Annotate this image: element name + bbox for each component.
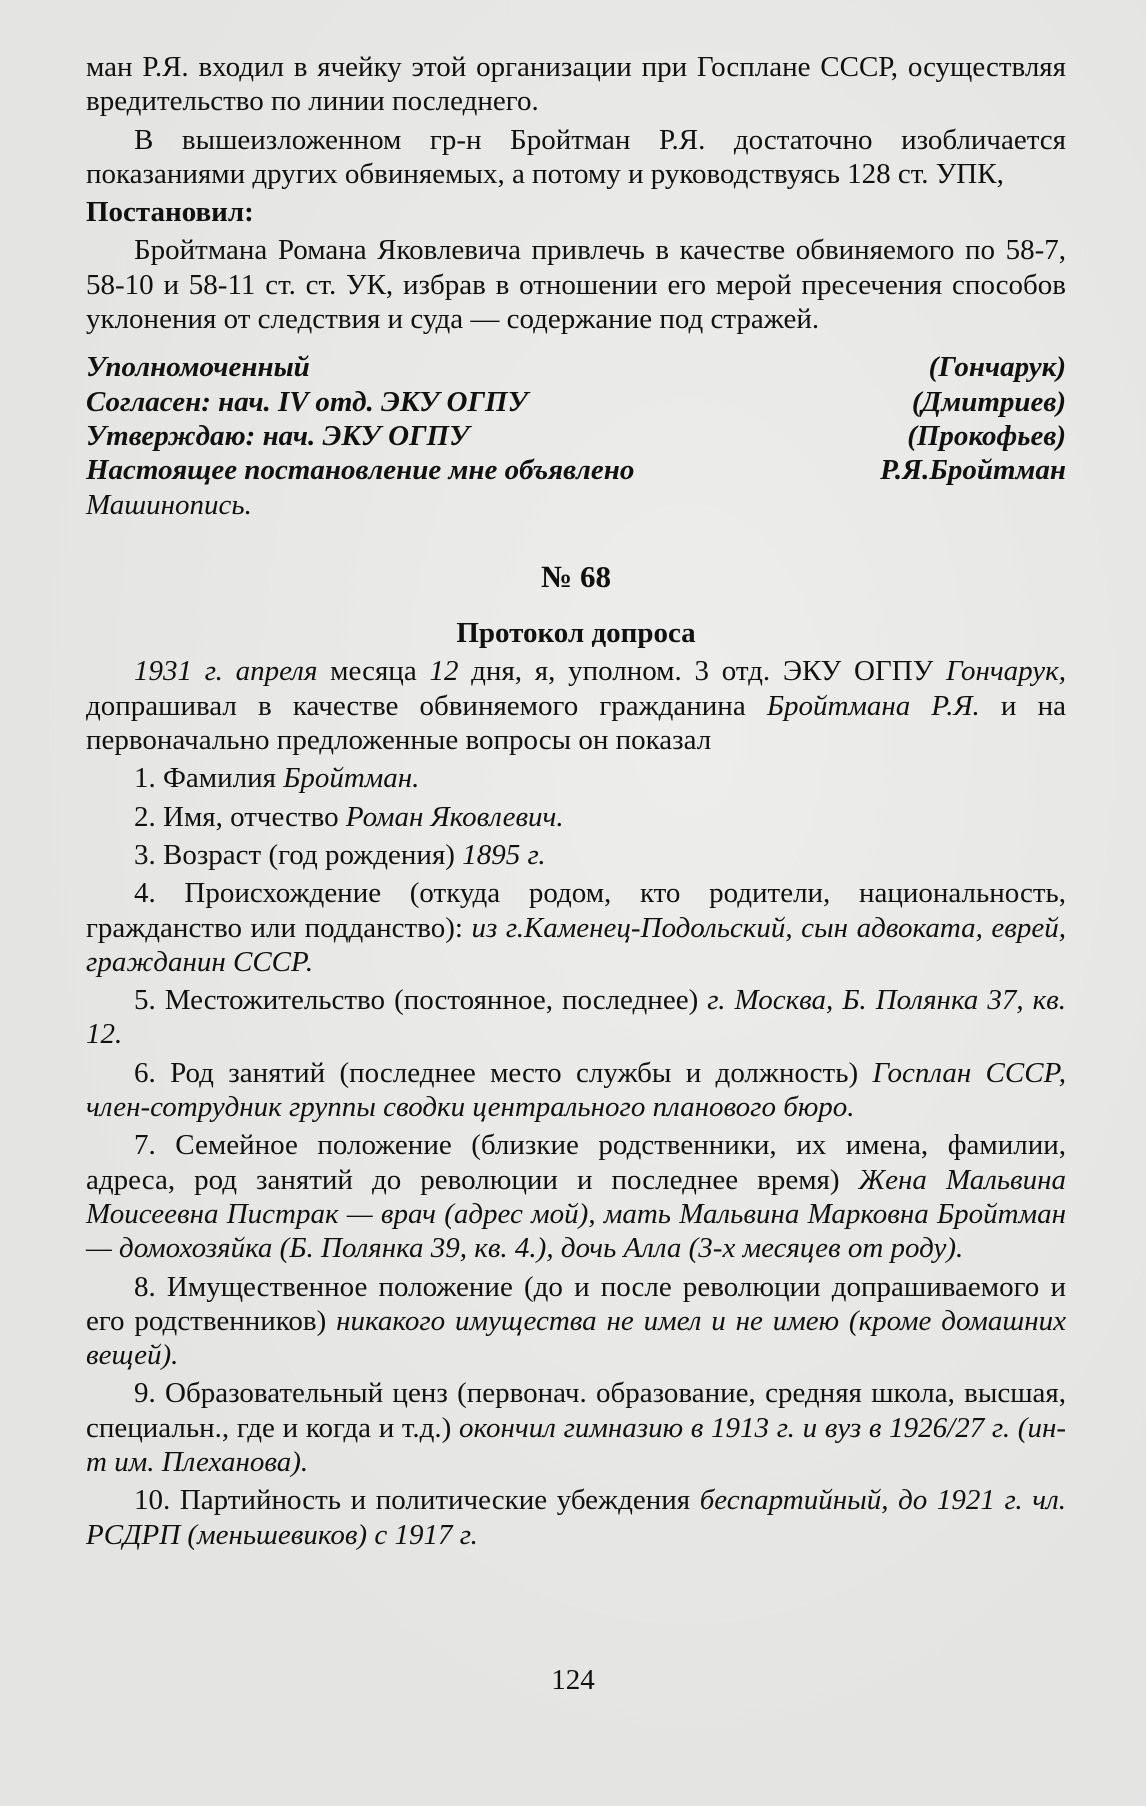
answer-text: Госплан СССР, член-сотрудник группы сводки центрального планового бюро. — [86, 1056, 1066, 1124]
answer-item — [86, 1056, 1066, 1125]
question-text: 9. Образовательный ценз (первонач. образование, средняя школа, высшая, специальн., где и когда и т.д.) — [86, 1377, 1066, 1444]
answer-item — [86, 983, 1066, 1052]
answer-text: Жена Мальвина Моисеевна Пистрак — врач (адрес мой), мать Мальвина Марковна Бройтман — домохозяйка (Б. Полянка 39, кв. 4.), дочь Алла (3-х месяцев от роду). — [86, 1163, 1067, 1265]
protocol-opening — [86, 654, 1066, 757]
opening-year: 1931 г. апреля — [134, 655, 318, 688]
question-text: 1. Фамилия — [134, 762, 284, 795]
signature-role: Согласен: нач. IV отд. ЭКУ ОГПУ — [86, 385, 528, 418]
typescript-note: Машинопись. — [86, 488, 252, 521]
answer-item — [86, 800, 1066, 834]
opening-mid2: допрашивал в качестве обвиняемого гражданина — [86, 689, 767, 722]
answer-item — [86, 1376, 1066, 1479]
signature-role: Утверждаю: нач. ЭКУ ОГПУ — [86, 419, 470, 452]
answer-text: никакого имущества не имел и не имею (кроме домашних вещей). — [86, 1304, 1066, 1372]
answer-text: беспартийный, до 1921 г. чл. РСДРП (меньшевиков) с 1917 г. — [86, 1484, 1066, 1551]
question-text: 8. Имущественное положение (до и после революции допрашиваемого и его родственников) — [86, 1270, 1066, 1337]
opening-day: 12 — [429, 655, 459, 688]
signature-name: (Прокофьев) — [907, 419, 1066, 452]
signature-row — [86, 350, 1066, 384]
signature-row — [86, 453, 1066, 487]
answer-text: окончил гимназию в 1913 г. и вуз в 1926/27 г. (ин-т им. Плеханова). — [86, 1411, 1066, 1478]
signature-block — [86, 350, 1066, 487]
answer-item — [86, 1270, 1066, 1373]
page-content — [86, 50, 1066, 1556]
resolved-heading — [86, 195, 1066, 229]
question-text: 3. Возраст (год рождения) — [134, 838, 463, 871]
answer-text: 1895 г. — [462, 838, 546, 871]
answer-text: г. Москва, Б. Полянка 37, кв. 12. — [86, 984, 1067, 1051]
answer-text: Бройтман. — [283, 762, 420, 795]
answer-item — [86, 1128, 1066, 1265]
answer-item — [86, 1483, 1066, 1552]
signature-role: Настоящее постановление мне объявлено — [86, 454, 635, 487]
resolution-paragraph: Бройтмана Романа Яковлевича привлечь в качестве обвиняемого по 58-7, 58-10 и 58-11 ст. ст. УК, избрав в отношении его мерой пресечения способов уклонения от следствия и суда — содержание под стражей. — [86, 234, 1066, 336]
question-text: 2. Имя, отчество — [134, 800, 346, 833]
answer-text: Роман Яковлевич. — [345, 800, 564, 833]
signature-name: (Дмитриев) — [911, 385, 1066, 418]
question-text: 6. Род занятий (последнее место службы и должность) — [134, 1056, 873, 1089]
question-text: 5. Местожительство (постоянное, последнее) — [134, 984, 708, 1017]
answer-item — [86, 876, 1066, 979]
opening-accused: Бройтмана Р.Я. — [766, 689, 980, 722]
intro-paragraph-1: ман Р.Я. входил в ячейку этой организации при Госплане СССР, осуществляя вредительство по линии последнего. — [86, 51, 1066, 118]
page-number: 124 — [551, 1664, 595, 1696]
signature-name: Р.Я.Бройтман — [880, 454, 1066, 487]
signature-row — [86, 419, 1066, 453]
document-number: № 68 — [541, 558, 611, 594]
opening-mid: дня, я, уполном. 3 отд. ЭКУ ОГПУ — [458, 655, 946, 688]
opening-officer: Гончарук, — [945, 655, 1066, 688]
resolved-colon: : — [244, 196, 254, 229]
opening-end: и на первоначально предложенные вопросы он показал — [86, 689, 1066, 757]
intro-paragraph-2: В вышеизложенном гр-н Бройтман Р.Я. достаточно изобличается показаниями других обвиняемых, а потому и руководствуясь 128 ст. УПК, — [86, 123, 1066, 190]
question-text: 7. Семейное положение (близкие родственники, их имена, фамилии, адреса, род занятий до революции и последнее время) — [86, 1129, 1066, 1196]
answer-text: из г.Каменец-Подольский, сын адвоката, еврей, гражданин СССР. — [86, 911, 1066, 978]
signature-role: Уполномоченный — [86, 351, 310, 384]
signature-name: (Гончарук) — [928, 351, 1066, 384]
signature-row — [86, 385, 1066, 419]
answer-item — [86, 761, 1066, 795]
answer-item — [86, 838, 1066, 872]
opening-month-word: месяца — [317, 655, 430, 688]
question-text: 4. Происхождение (откуда родом, кто родители, национальность, гражданство или подданство): — [86, 877, 1066, 944]
question-text: 10. Партийность и политические убеждения — [134, 1484, 700, 1517]
document-title: Протокол допроса — [456, 617, 696, 650]
resolved-label: Постановил — [86, 196, 245, 229]
